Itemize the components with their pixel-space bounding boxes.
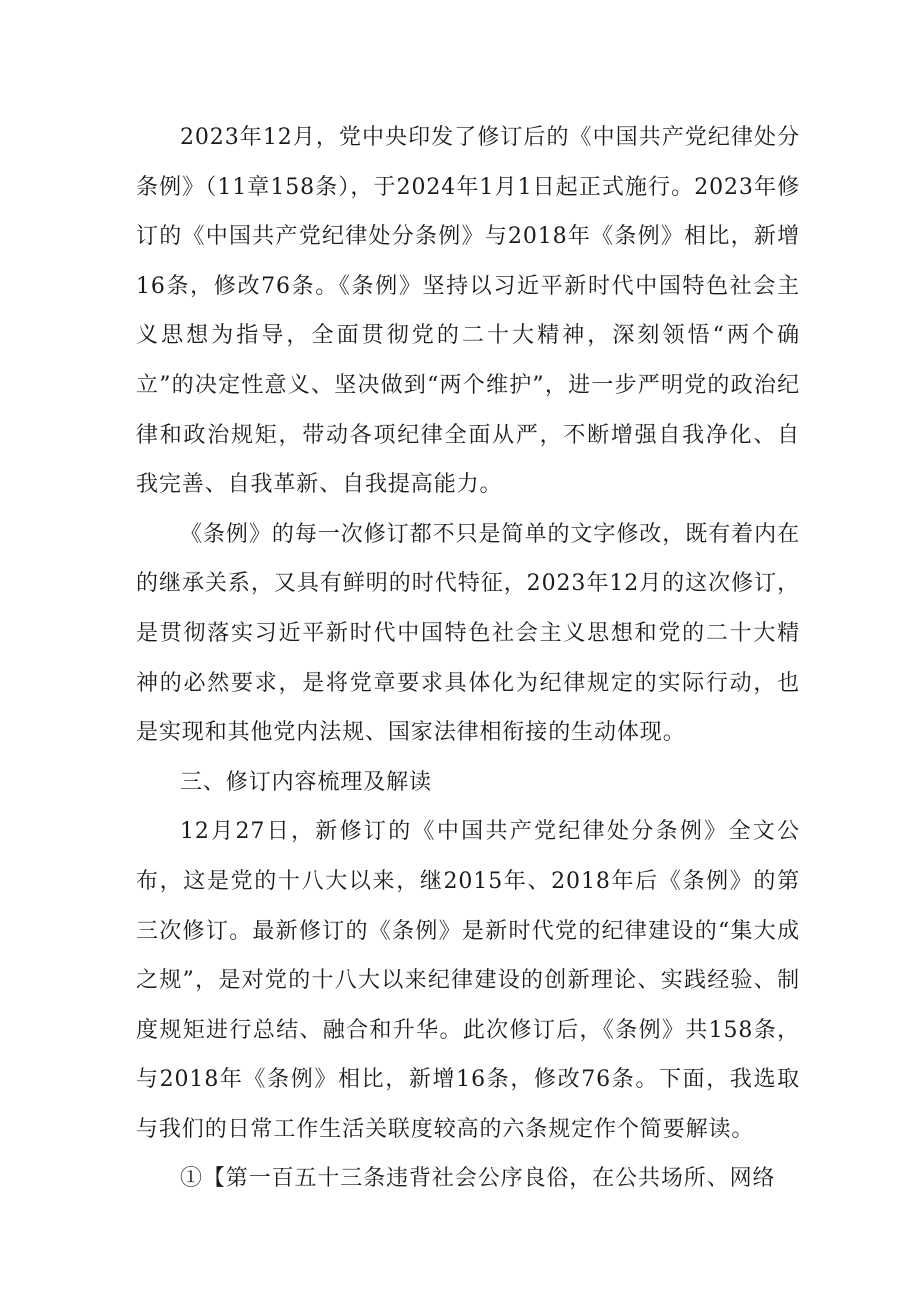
paragraph-article-153: ①【第一百五十三条违背社会公序良俗，在公共场所、网络 [180,1166,776,1192]
paragraph-revision-significance: 《条例》的每一次修订都不只是简单的文字修改，既有着内在的继承关系，又具有鲜明的时代特征，2023年12月的这次修订，是贯彻落实习近平新时代中国特色社会主义思想和党的二十大精神的必然要求，是将党章要求具体化为纪律规定的实际行动，也是实现和其他党内法规、国家法律相衔接的生动体现。 [136,521,800,746]
paragraph-release-summary: 12月27日，新修订的《中国共产党纪律处分条例》全文公布，这是党的十八大以来，继2015年、2018年后《条例》的第三次修订。最新修订的《条例》是新时代党的纪律建设的“集大成之规”，是对党的十八大以来纪律建设的创新理论、实践经验、制度规矩进行总结、融合和升华。此次修订后，《条例》共158条，与2018年《条例》相比，新增16条，修改76条。下面，我选取与我们的日常工作生活关联度较高的六条规定作个简要解读。 [136,819,800,1142]
document-body [136,113,800,1204]
section-heading: 三、修订内容梳理及解读 [180,769,432,795]
paragraph-intro: 2023年12月，党中央印发了修订后的《中国共产党纪律处分条例》（11章158条），于2024年1月1日起正式施行。2023年修订的《中国共产党纪律处分条例》与2018年《条例》相比，新增16条，修改76条。《条例》坚持以习近平新时代中国特色社会主义思想为指导，全面贯彻党的二十大精神，深刻领悟“两个确立”的决定性意义、坚决做到“两个维护”，进一步严明党的政治纪律和政治规矩，带动各项纪律全面从严，不断增强自我净化、自我完善、自我革新、自我提高能力。 [136,125,800,498]
